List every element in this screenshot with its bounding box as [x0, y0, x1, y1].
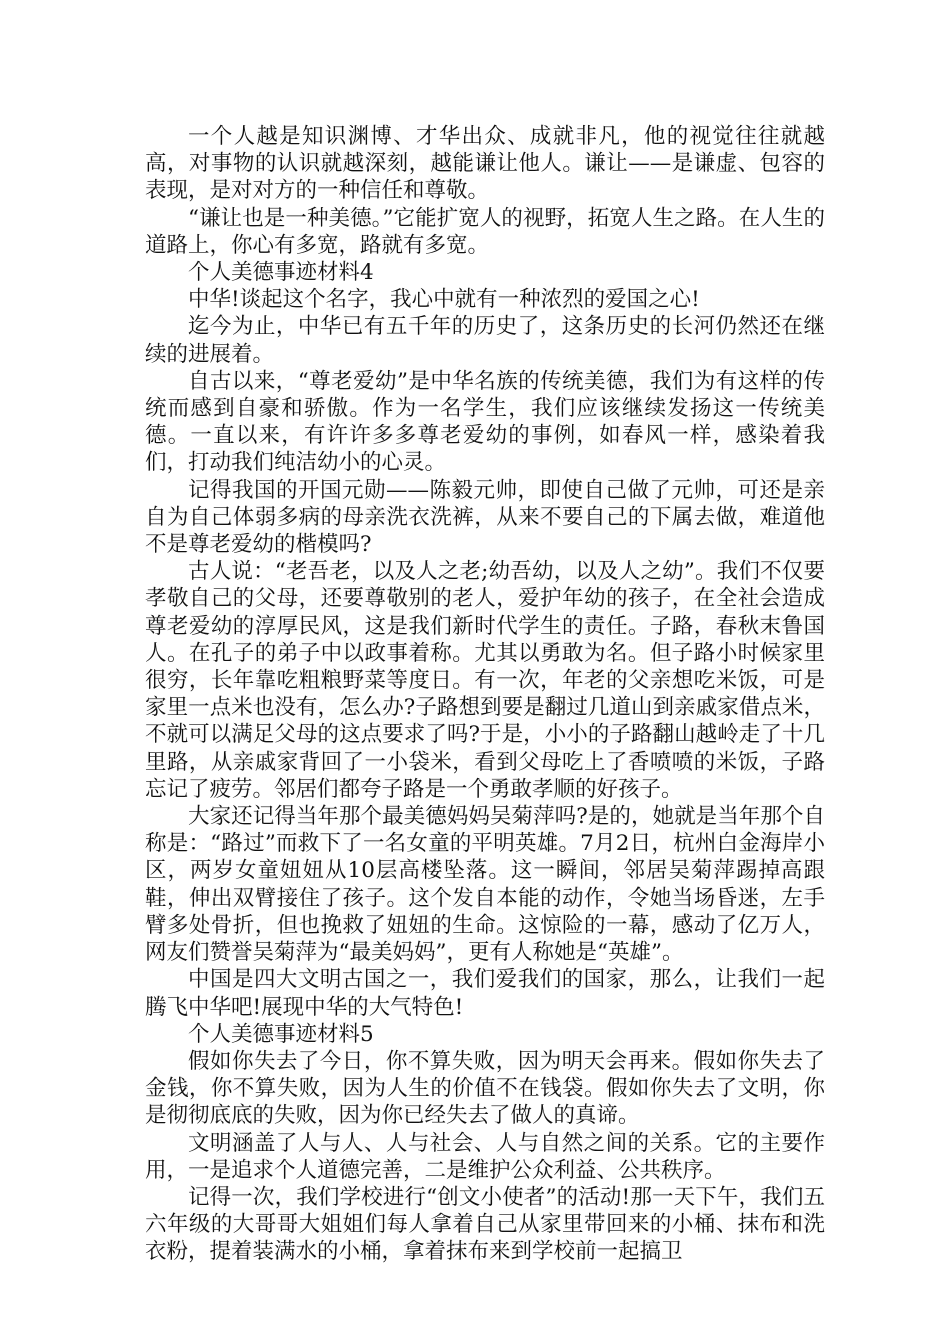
section-heading-5: 个人美德事迹材料5: [188, 1021, 374, 1047]
paragraph-history: 迄今为止，中华已有五千年的历史了，这条历史的长河仍然还在继续的进展着。: [145, 314, 825, 367]
paragraph-wu-juping: 大家还记得当年那个最美德妈妈吴菊萍吗?是的，她就是当年那个自称是：“路过”而救下了一名女童的平明英雄。7月2日，杭州白金海岸小区，两岁女童妞妞从10层高楼坠落。这一瞬间，邻居吴菊萍踢掉高跟鞋，伸出双臂接住了孩子。这个发自本能的动作，令她当场昏迷，左手臂多处骨折，但也挽救了妞妞的生命。这惊险的一幕，感动了亿万人，网友们赞誉吴菊萍为“最美妈妈”，更有人称她是“英雄”。: [145, 804, 825, 966]
paragraph-humility: 一个人越是知识渊博、才华出众、成就非凡，他的视觉往往就越高，对事物的认识就越深刻，越能谦让他人。谦让——是谦虚、包容的表现，是对对方的一种信任和尊敬。: [145, 124, 825, 204]
paragraph-china-intro: 中华!谈起这个名字，我心中就有一种浓烈的爱国之心!: [188, 287, 700, 313]
paragraph-china-closing: 中国是四大文明古国之一，我们爱我们的国家，那么，让我们一起腾飞中华吧!展现中华的大气特色!: [145, 967, 825, 1020]
paragraph-humility-quote: “谦让也是一种美德。”它能扩宽人的视野，拓宽人生之路。在人生的道路上，你心有多宽，路就有多宽。: [145, 205, 825, 258]
section-heading-4: 个人美德事迹材料4: [188, 260, 374, 286]
paragraph-school-activity: 记得一次，我们学校进行“创文小使者”的活动!那一天下午，我们五六年级的大哥哥大姐姐们每人拿着自己从家里带回来的小桶、抹布和洗衣粉，提着装满水的小桶，拿着抹布来到学校前一起搞卫: [145, 1184, 825, 1265]
document-body: [145, 123, 825, 1266]
paragraph-civility-scope: 文明涵盖了人与人、人与社会、人与自然之间的关系。它的主要作用，一是追求个人道德完善，二是维护公众利益、公共秩序。: [145, 1130, 825, 1183]
paragraph-tradition: 自古以来，“尊老爱幼”是中华名族的传统美德，我们为有这样的传统而感到自豪和骄傲。作为一名学生，我们应该继续发扬这一传统美德。一直以来，有许许多多尊老爱幼的事例，如春风一样，感染着我们，打动我们纯洁幼小的心灵。: [145, 368, 825, 476]
paragraph-chen-yi: 记得我国的开国元勋——陈毅元帅，即使自己做了元帅，可还是亲自为自己体弱多病的母亲洗衣洗裤，从来不要自己的下属去做，难道他不是尊老爱幼的楷模吗?: [145, 477, 825, 558]
paragraph-civility-loss: 假如你失去了今日，你不算失败，因为明天会再来。假如你失去了金钱，你不算失败，因为人生的价值不在钱袋。假如你失去了文明，你是彻彻底底的失败，因为你已经失去了做人的真谛。: [145, 1048, 825, 1129]
paragraph-zilu: 古人说：“老吾老，以及人之老;幼吾幼，以及人之幼”。我们不仅要孝敬自己的父母，还要尊敬别的老人，爱护年幼的孩子，在全社会造成尊老爱幼的淳厚民风，这是我们新时代学生的责任。子路，春秋末鲁国人。在孔子的弟子中以政事着称。尤其以勇敢为名。但子路小时候家里很穷，长年靠吃粗粮野菜等度日。有一次，年老的父亲想吃米饭，可是家里一点米也没有，怎么办?子路想到要是翻过几道山到亲戚家借点米，不就可以满足父母的这点要求了吗?于是，小小的子路翻山越岭走了十几里路，从亲戚家背回了一小袋米，看到父母吃上了香喷喷的米饭，子路忘记了疲劳。邻居们都夸子路是一个勇敢孝顺的好孩子。: [145, 559, 825, 802]
